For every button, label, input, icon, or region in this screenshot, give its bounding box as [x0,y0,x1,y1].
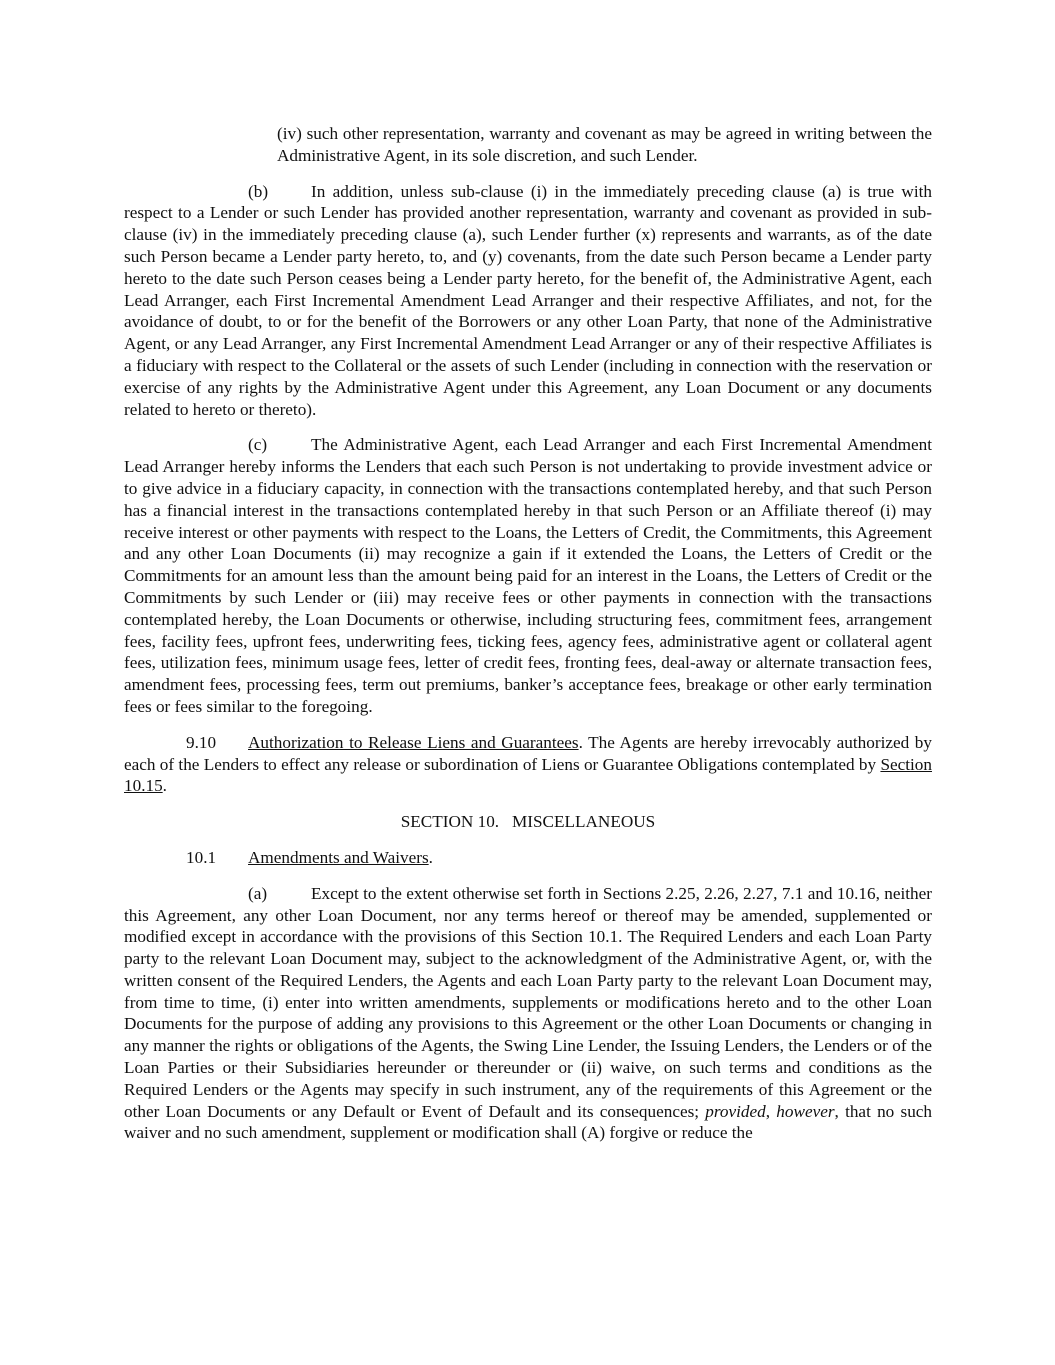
section-10-1-heading-end: . [428,847,433,867]
section-9-10-number: 9.10 [186,732,217,752]
paragraph-10-1-a-text-1: Except to the extent otherwise set forth in Sections 2.25, 2.26, 2.27, 7.1 and 10.16, neither this Agreement, any other Loan Document, nor any terms hereof or thereof may be amended, supplemented or modified except in accordance with the provisions of this Section 10.1. The Required Lenders and each Loan Party party to the relevant Loan Document may, subject to the acknowledgment of the Administrative Agent, or, with the written consent of the Required Lenders, the Agents and each Loan Party party to the relevant Loan Document may, from time to time, (i) enter into written amendments, supplements or modifications hereto and to the other Loan Documents for the purpose of adding any provisions to this Agreement or the other Loan Documents or changing in any manner the rights or obligations of the Agents, the Swing Line Lender, the Issuing Lenders, the Lenders or of the Loan Parties or their Subsidiaries hereunder or thereunder or (ii) waive, on such terms and conditions as the Required Lenders or the Agents may specify in such instrument, any of the requirements of this Agreement or the other Loan Documents or any Default or Event of Default and its consequences; [124,883,932,1121]
section-10-title: SECTION 10. MISCELLANEOUS [400,812,656,832]
paragraph-10-1-a-text-2: , that no such waiver and no such amendment, supplement or modification shall (A) forgive or reduce the [124,1101,933,1143]
section-10-15-reference: Section 10.15 [124,754,932,796]
section-9-10-text-2: . [162,776,167,796]
section-9-10 [124,732,932,797]
paragraph-b [124,181,932,421]
paragraph-b-label: (b) [248,181,269,201]
paragraph-b-text: In addition, unless sub-clause (i) in the immediately preceding clause (a) is true with respect to a Lender or such Lender has provided another representation, warranty and covenant as provided in sub-clause (iv) in the immediately preceding clause (a), such Lender further (x) represents and warrants, as of the date such Person became a Lender party hereto, to, and (y) covenants, from the date such Person became a Lender party hereto to the date such Person ceases being a Lender party hereto, for the benefit of, the Administrative Agent, each Lead Arranger, each First Incremental Amendment Lead Arranger and their respective Affiliates, and not, for the avoidance of doubt, to or for the benefit of the Borrowers or any other Loan Party, that none of the Administrative Agent, or any Lead Arranger, any First Incremental Amendment Lead Arranger or any of their respective Affiliates is a fiduciary with respect to the Collateral or the assets of such Lender (including in connection with the reservation or exercise of any rights by the Administrative Agent under this Agreement, any Loan Document or any documents related to hereto or thereto). [124,181,932,419]
paragraph-iv-label: (iv) [277,124,302,143]
section-10-1 [124,847,932,869]
paragraph-10-1-a-label: (a) [248,883,268,903]
paragraph-c-text: The Administrative Agent, each Lead Arranger and each First Incremental Amendment Lead Arranger hereby informs the Lenders that each such Person is not undertaking to provide investment advice or to give advice in a fiduciary capacity, in connection with the transactions contemplated hereby, and that such Person has a financial interest in the transactions contemplated hereby in that such Person or an Affiliate thereof (i) may receive interest or other payments with respect to the Loans, the Letters of Credit, the Commitments, this Agreement and any other Loan Documents (ii) may recognize a gain if it extended the Loans, the Letters of Credit or the Commitments for an amount less than the amount being paid for an interest in the Loans, the Letters of Credit or the Commitments by such Lender or (iii) may receive fees or other payments in connection with the transactions contemplated hereby, the Loan Documents or otherwise, including structuring fees, commitment fees, arrangement fees, facility fees, upfront fees, underwriting fees, ticking fees, agency fees, administrative agent or collateral agent fees, utilization fees, minimum usage fees, letter of credit fees, fronting fees, deal-away or alternate transaction fees, amendment fees, processing fees, term out premiums, banker’s acceptance fees, breakage or other early termination fees or fees similar to the foregoing. [124,435,932,716]
section-9-10-heading: Authorization to Release Liens and Guarantees [248,732,579,752]
paragraph-iv-text: such other representation, warranty and covenant as may be agreed in writing between the Administrative Agent, in its sole discretion, and such Lender. [277,124,933,165]
paragraph-iv [124,123,932,167]
section-9-10-text-1: . The Agents are hereby irrevocably authorized by each of the Lenders to effect any release or subordination of Liens or Guarantee Obligations contemplated by [124,732,932,774]
section-10-1-number: 10.1 [186,847,217,867]
however-italic: however [776,1101,835,1121]
document-page [124,123,932,1158]
paragraph-c-label: (c) [248,435,268,455]
paragraph-c [124,434,932,717]
paragraph-10-1-a [124,883,932,1145]
section-10-1-heading: Amendments and Waivers [248,847,429,867]
provided-italic: provided [705,1101,766,1121]
comma-separator: , [765,1101,777,1121]
